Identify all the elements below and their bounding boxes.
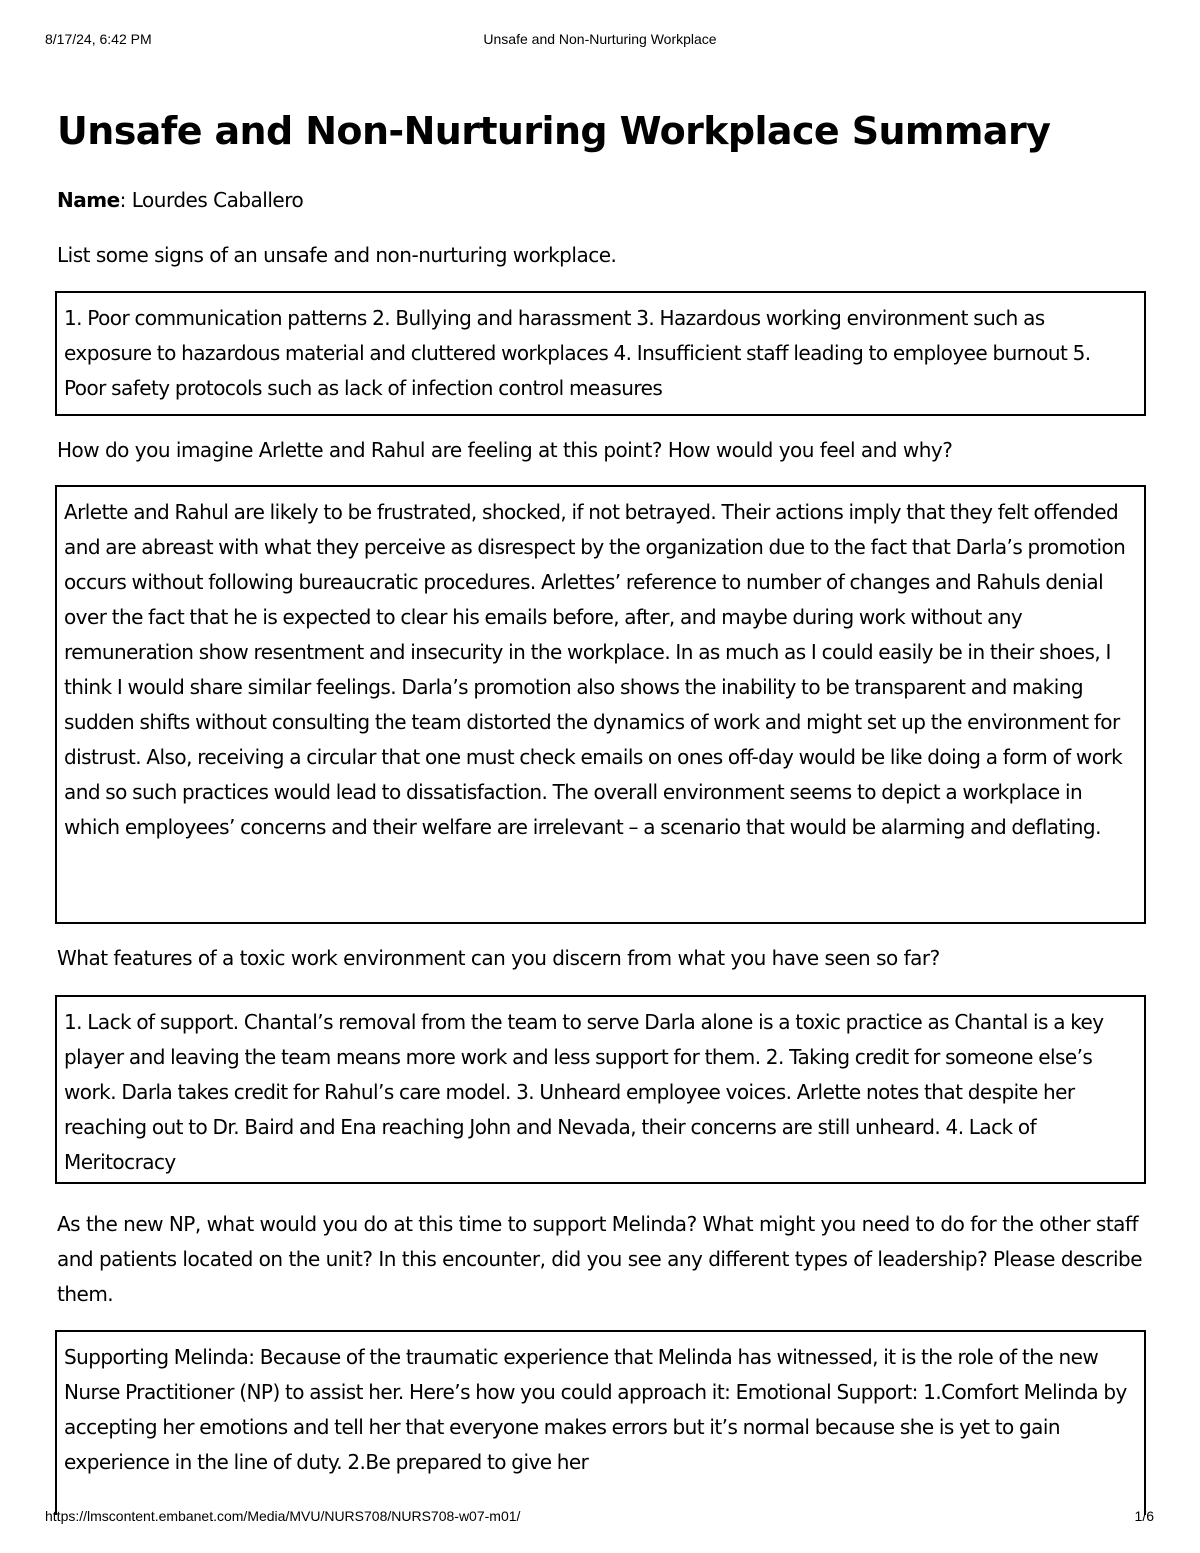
answer-box-4: Supporting Melinda: Because of the traumatic experience that Melinda has witnessed, it is the role of the new Nurse Practitioner (NP) to assist her. Here’s how you could approach it: Emotional Support: 1.Comfort Melinda by accepting her emotions and tell her that everyone makes errors but it’s normal because she is yet to gain experience in the line of duty. 2.Be prepared to give her [55,1330,1146,1515]
question-3: What features of a toxic work environment can you discern from what you have seen so far? [57,946,940,970]
print-footer [0,1508,1200,1526]
print-header [0,31,1200,49]
page-title: Unsafe and Non-Nurturing Workplace Summary [57,109,1051,153]
answer-box-2: Arlette and Rahul are likely to be frustrated, shocked, if not betrayed. Their actions imply that they felt offended and are abreast with what they perceive as disrespect by the organization due to the fact that Darla’s promotion occurs without following bureaucratic procedures. Arlettes’ reference to number of changes and Rahuls denial over the fact that he is expected to clear his emails before, after, and maybe during work without any remuneration show resentment and insecurity in the workplace. In as much as I could easily be in their shoes, I think I would share similar feelings. Darla’s promotion also shows the inability to be transparent and making sudden shifts without consulting the team distorted the dynamics of work and might set up the environment for distrust. Also, receiving a circular that one must check emails on ones off-day would be like doing a form of work and so such practices would lead to dissatisfaction. The overall environment seems to depict a workplace in which employees’ concerns and their welfare are irrelevant – a scenario that would be alarming and deflating. [55,485,1146,924]
name-colon: : [119,188,132,212]
print-doc-title: Unsafe and Non-Nurturing Workplace [483,31,717,47]
question-4: As the new NP, what would you do at this time to support Melinda? What might you need to do for the other staff and patients located on the unit? In this encounter, did you see any different types of leadership? Please describe them. [57,1212,1143,1306]
print-datetime: 8/17/24, 6:42 PM [45,31,152,47]
name-label: Name [57,188,120,212]
name-line [57,186,303,214]
answer-box-3: 1. Lack of support. Chantal’s removal from the team to serve Darla alone is a toxic practice as Chantal is a key player and leaving the team means more work and less support for them. 2. Taking credit for someone else’s work. Darla takes credit for Rahul’s care model. 3. Unheard employee voices. Arlette notes that despite her reaching out to Dr. Baird and Ena reaching John and Nevada, their concerns are still unheard. 4. Lack of Meritocracy [55,995,1146,1184]
question-2: How do you imagine Arlette and Rahul are feeling at this point? How would you feel and why? [57,438,953,462]
question-1: List some signs of an unsafe and non-nurturing workplace. [57,243,617,267]
answer-box-1: 1. Poor communication patterns 2. Bullying and harassment 3. Hazardous working environment such as exposure to hazardous material and cluttered workplaces 4. Insufficient staff leading to employee burnout 5. Poor safety protocols such as lack of infection control measures [55,291,1146,416]
page-indicator: 1/6 [1134,1508,1154,1524]
name-value: Lourdes Caballero [131,188,304,212]
print-url: https://lmscontent.embanet.com/Media/MVU/NURS708/NURS708-w07-m01/ [45,1508,521,1524]
